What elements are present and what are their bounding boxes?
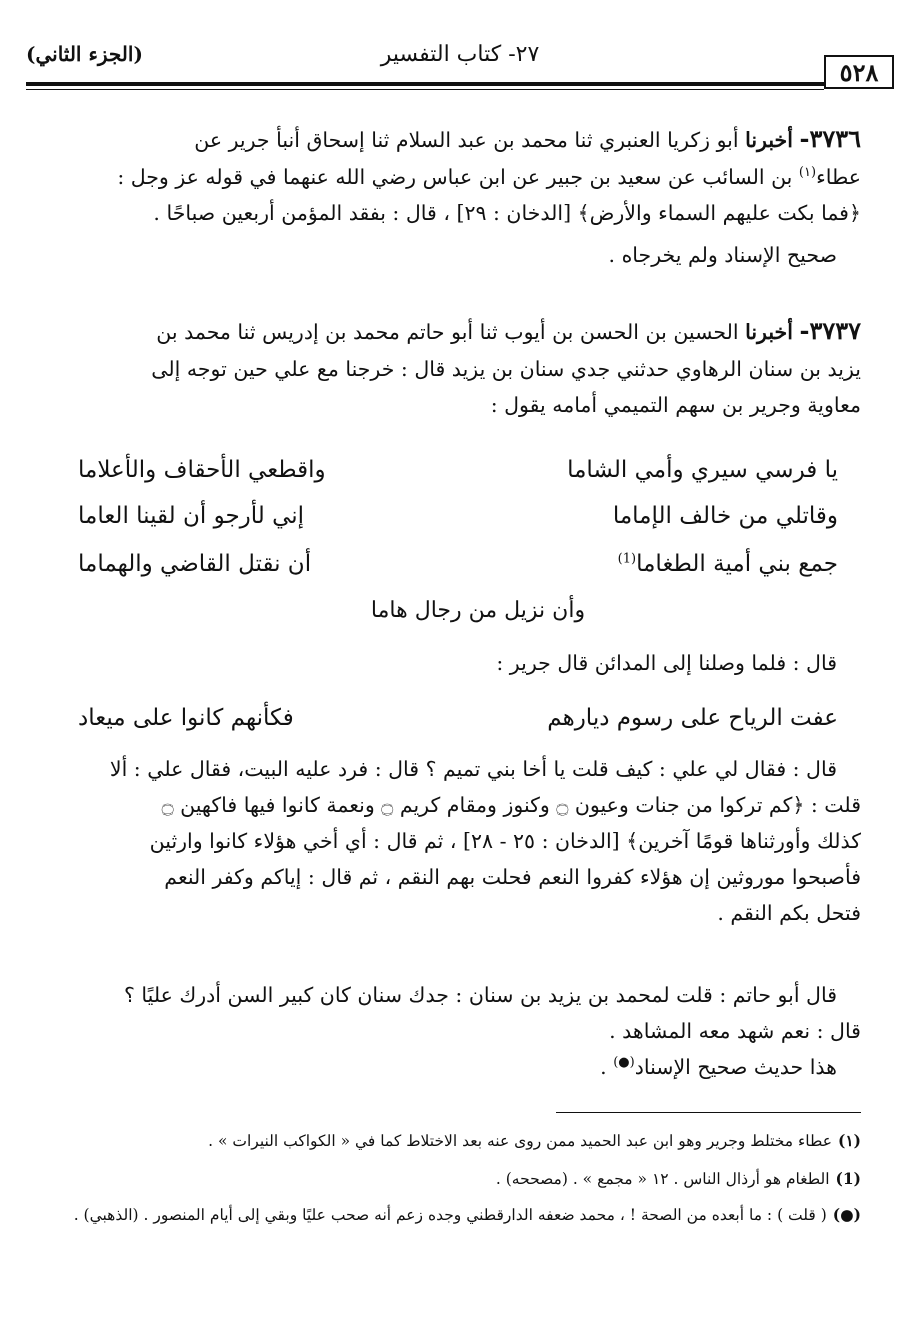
hadith-3736-line2 [53,160,861,196]
footnote-text: عطاء مختلط وجرير وهو ابن عبد الحميد ممن روى عنه بعد الاختلاط كما في « الكواكب النيرات » . [208,1132,832,1150]
narrative-line: كذلك وأورثناها قومًا آخرين﴾ [الدخان : ٢٥ - ٢٨] ، ثم قال : أي أخي هؤلاء كانوا وارثين [149,828,861,853]
hadith-text: أبو زكريا العنبري ثنا محمد بن عبد السلام ثنا إسحاق أنبأ جرير عن [194,128,739,152]
hadith-3736-line1 [53,118,861,160]
hadith-text: عطاء [816,165,861,189]
narrative-paragraph [53,752,861,931]
hemistich-right: وقاتلي من خالف الإماما [612,503,838,529]
footnote-mark: (١) [837,1131,861,1150]
narrative-line: قال : فلما وصلنا إلى المدائن قال جرير : [496,651,837,675]
quran-quote: ﴿فما بكت عليهم السماء والأرض﴾ [الدخان : ٢٩] ، قال : بفقد المؤمن أربعين صباحًا . [153,200,861,225]
footnote [53,1200,861,1230]
volume-label: (الجزء الثاني) [26,42,143,66]
footnote-text: ( قلت ) : ما أبعده من الصحة ! ، محمد ضعفه الدارقطني وجده زعم أنه صحب عليًا وبقي إلى أيام المنصور . (الذهبي) . [73,1206,827,1224]
hadith-text: معاوية وجرير بن سهم التميمي أمامه يقول : [490,392,861,417]
hadith-text: بن السائب عن سعيد بن جبير عن ابن عباس رضي الله عنهما في قوله عز وجل : [117,165,793,189]
narrative-line: قال : فقال لي علي : كيف قلت يا أخا بني تميم ؟ قال : فرد عليه البيت، فقال علي : ألا [109,757,837,781]
footnote-rule [556,1112,861,1113]
header-rule [26,82,824,86]
footnote-ref: (1) [617,551,637,567]
hemistich-left: فكأنهم كانوا على ميعاد [78,705,294,731]
footnote [53,1126,861,1156]
poem-verse [78,450,838,490]
hadith-text: الحسين بن الحسن بن أيوب ثنا أبو حاتم محمد بن إدريس ثنا محمد بن [156,320,739,344]
hadith-lead: أخبرنا [745,320,793,344]
hemistich-left: إني لأرجو أن لقينا العاما [78,503,305,529]
footnote-text: الطغام هو أرذال الناس . ١٢ « مجمع » . (مصححه) . [495,1170,830,1188]
hadith-text: يزيد بن سنان الرهاوي حدثني جدي سنان بن يزيد قال : خرجنا مع علي حين توجه إلى [151,357,861,381]
footnote-ref: (١) [798,165,817,181]
poem-verse [78,496,838,536]
narrative-madain [53,646,861,682]
hadith-3737 [53,310,861,424]
hadith-3736 [53,118,861,274]
narrative-line: فأصبحوا موروثين إن هؤلاء كفروا النعم فحلت بهم النقم ، ثم قال : إياكم وكفر النعم [164,864,861,889]
page-number: ٥٢٨ [824,55,894,89]
narrative-line: قلت : ﴿كم تركوا من جنات وعيون ۝ وكنوز ومقام كريم ۝ ونعمة كانوا فيها فاكهين ۝ [161,792,861,817]
poem-verse [78,698,838,738]
hemistich-left: أن نقتل القاضي والهماما [78,551,312,577]
poem-single-line: وأن نزيل من رجال هاما [370,598,586,623]
running-title: ٢٧- كتاب التفسير [380,42,540,67]
hadith-grading: صحيح الإسناد ولم يخرجاه . [608,242,837,267]
footnote [53,1164,861,1194]
narrative-line: قال أبو حاتم : قلت لمحمد بن يزيد بن سنان : جدك سنان كان كبير السن أدرك عليًا ؟ [123,983,837,1007]
hadith-3737-line1 [53,310,861,352]
hemistich-right: يا فرسي سيري وأمي الشاما [567,457,838,483]
narrative-line: فتحل بكم النقم . [717,900,861,925]
hemistich-left: واقطعي الأحقاف والأعلاما [78,457,326,483]
narrative-line: قال : نعم شهد معه المشاهد . [609,1018,861,1043]
closing-grading [53,1050,861,1086]
hadith-lead: أخبرنا [745,128,793,152]
hadith-number: ٣٧٣٦- [799,124,861,153]
footnote-mark: (1) [835,1169,861,1188]
narrative-paragraph-2 [53,978,861,1086]
hadith-number: ٣٧٣٧- [799,316,861,345]
closing-punct: . [600,1054,614,1079]
closing-text: هذا حديث صحيح الإسناد [634,1054,837,1079]
hemistich-right [618,551,838,577]
hemistich-text: جمع بني أمية الطغاما [636,551,838,577]
hemistich-right: عفت الرياح على رسوم ديارهم [547,705,838,731]
footnote-mark: (●) [832,1205,861,1224]
footnote-ref: (●) [613,1054,635,1070]
poem-verse [78,544,838,584]
header-rule-thin [26,89,824,90]
